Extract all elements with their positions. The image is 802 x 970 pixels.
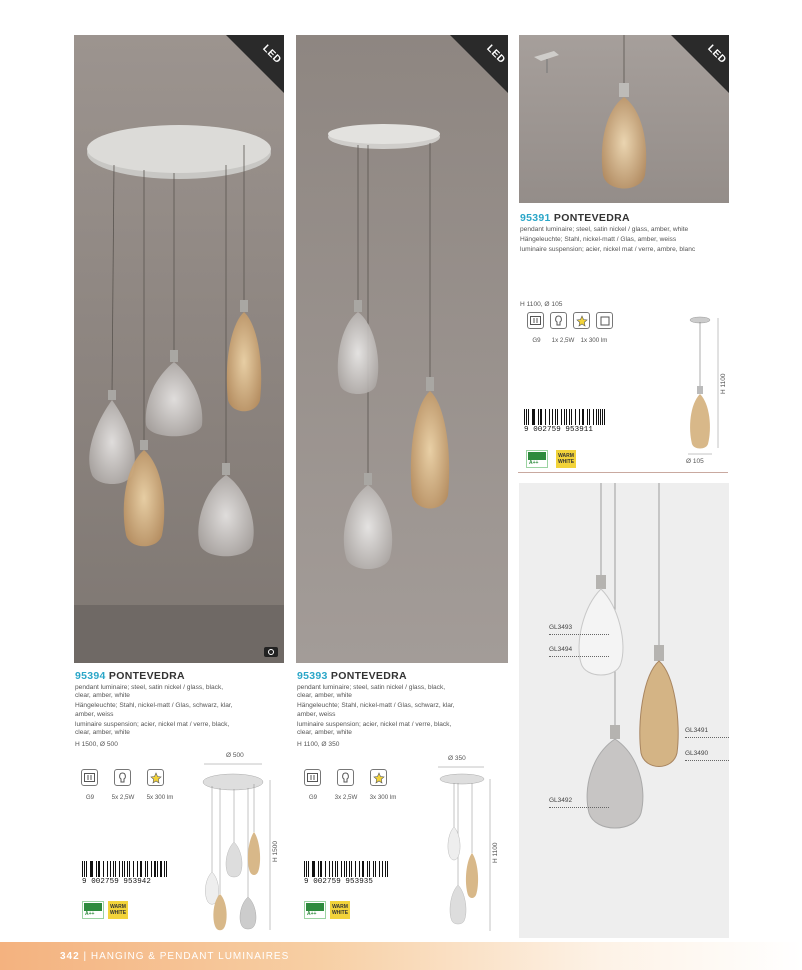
energy-label (304, 901, 326, 919)
product-photo-95393 (296, 35, 508, 663)
lumen-icon (370, 769, 387, 786)
product-name: PONTEVEDRA (108, 670, 185, 682)
product-photo-95394 (74, 35, 284, 663)
page-number: 342 (60, 951, 80, 962)
barcode-number: 9 002759 953911 (524, 426, 594, 434)
energy-class: A++ (529, 460, 539, 466)
led-badge (450, 35, 508, 93)
barcode-bar (605, 409, 606, 425)
socket-icon (304, 769, 321, 786)
glass-detail-photo (519, 483, 729, 938)
product-info-95394 (75, 670, 275, 748)
callout-gl3492: GL3492 (549, 797, 573, 804)
product-title (297, 670, 497, 682)
lumen-label: 1x 300 lm (580, 337, 608, 344)
barcode-bar (167, 861, 168, 877)
footer-divider: | (83, 951, 91, 962)
socket-icon (81, 769, 98, 786)
warm-white-badge: WARM WHITE (556, 450, 576, 468)
spec-labels (79, 794, 179, 801)
callout-gl3491: GL3491 (685, 727, 709, 734)
camera-icon (264, 647, 278, 657)
lumen-icon (147, 769, 164, 786)
description-de: Hängeleuchte; Stahl, nickel-matt / Glas, amber, weiss (520, 236, 677, 244)
description-en: pendant luminaire; steel, satin nickel / glass, black, clear, amber, white (75, 684, 224, 700)
led-badge-label: LED (704, 43, 728, 66)
callout-gl3490: GL3490 (685, 750, 709, 757)
spec-icons (527, 312, 613, 329)
description-en: pendant luminaire; steel, satin nickel / glass, black, clear, amber, white (297, 684, 446, 700)
product-dimensions: H 1100, Ø 350 (297, 741, 340, 749)
bulb-power-icon (550, 312, 567, 329)
height-label: H 1100 (720, 373, 727, 394)
diameter-label: Ø 105 (686, 458, 704, 465)
energy-class: A++ (307, 911, 317, 917)
callout-gl3493: GL3493 (549, 624, 573, 631)
energy-class: A++ (85, 911, 95, 917)
barcode-number: 9 002759 953942 (82, 878, 152, 886)
product-description (297, 684, 457, 737)
product-description (75, 684, 235, 737)
socket-label: G9 (308, 794, 318, 801)
shade-icon (596, 312, 613, 329)
barcode-bars (524, 409, 606, 425)
warm-white-badge: WARM WHITE (108, 901, 128, 919)
power-label: 5x 2,5W (111, 794, 135, 801)
product-info-95391 (520, 212, 730, 257)
product-description (520, 226, 730, 255)
socket-label: G9 (532, 337, 541, 344)
product-photo-95391 (519, 35, 729, 203)
barcode-bar (388, 861, 389, 877)
spec-labels (302, 794, 402, 801)
height-label: H 1100 (492, 842, 499, 863)
product-info-95393 (297, 670, 497, 748)
description-de: Hängeleuchte; Stahl, nickel-matt / Glas, schwarz, klar, amber, weiss (75, 702, 233, 718)
product-dimensions: H 1100, Ø 105 (520, 301, 563, 308)
footer-text (60, 951, 289, 962)
product-name: PONTEVEDRA (330, 670, 407, 682)
product-title (520, 212, 730, 224)
diameter-label: Ø 350 (448, 755, 466, 762)
description-fr: luminaire suspension; acier, nickel mat / verre, black, clear, amber, white (297, 720, 452, 737)
lumen-label: 3x 300 lm (369, 794, 397, 801)
lumen-label: 5x 300 lm (146, 794, 174, 801)
spec-labels (525, 337, 610, 344)
product-number: 95393 (297, 670, 328, 682)
socket-icon (527, 312, 544, 329)
lumen-icon (573, 312, 590, 329)
product-dimensions: H 1500, Ø 500 (75, 741, 118, 749)
description-fr: luminaire suspension; acier, nickel mat / verre, ambre, blanc (520, 246, 696, 254)
product-title (75, 670, 275, 682)
product-number: 95391 (520, 212, 551, 224)
warm-white-badge: WARM WHITE (330, 901, 350, 919)
spec-icons (304, 769, 387, 786)
product-name: PONTEVEDRA (553, 212, 630, 224)
energy-label (82, 901, 104, 919)
divider (518, 472, 728, 473)
led-badge (226, 35, 284, 93)
dimension-diagram-95393 (432, 755, 512, 935)
power-label: 1x 2,5W (551, 337, 575, 344)
height-label: H 1500 (272, 841, 279, 862)
barcode-number: 9 002759 953935 (304, 878, 374, 886)
section-title: HANGING & PENDANT LUMINAIRES (90, 951, 290, 962)
led-badge-label: LED (259, 43, 283, 66)
bulb-power-icon (114, 769, 131, 786)
barcode-bars (82, 861, 168, 877)
energy-label (526, 450, 548, 468)
spec-icons (81, 769, 164, 786)
barcode-95394 (82, 861, 168, 886)
diameter-label: Ø 500 (226, 752, 244, 759)
led-badge-label: LED (483, 43, 507, 66)
callout-gl3494: GL3494 (549, 646, 573, 653)
led-badge (671, 35, 729, 93)
product-number: 95394 (75, 670, 106, 682)
description-de: Hängeleuchte; Stahl, nickel-matt / Glas, schwarz, klar, amber, weiss (297, 702, 455, 718)
socket-label: G9 (85, 794, 95, 801)
description-en: pendant luminaire; steel, satin nickel / glass, amber, white (520, 226, 689, 233)
description-fr: luminaire suspension; acier, nickel mat / verre, black, clear, amber, white (75, 720, 230, 737)
bulb-power-icon (337, 769, 354, 786)
barcode-95391 (524, 409, 606, 434)
barcode-bars (304, 861, 389, 877)
dimension-diagram-95391 (670, 308, 730, 468)
dimension-diagram-95394 (198, 752, 288, 932)
power-label: 3x 2,5W (334, 794, 358, 801)
barcode-95393 (304, 861, 389, 886)
page-footer (0, 942, 802, 970)
